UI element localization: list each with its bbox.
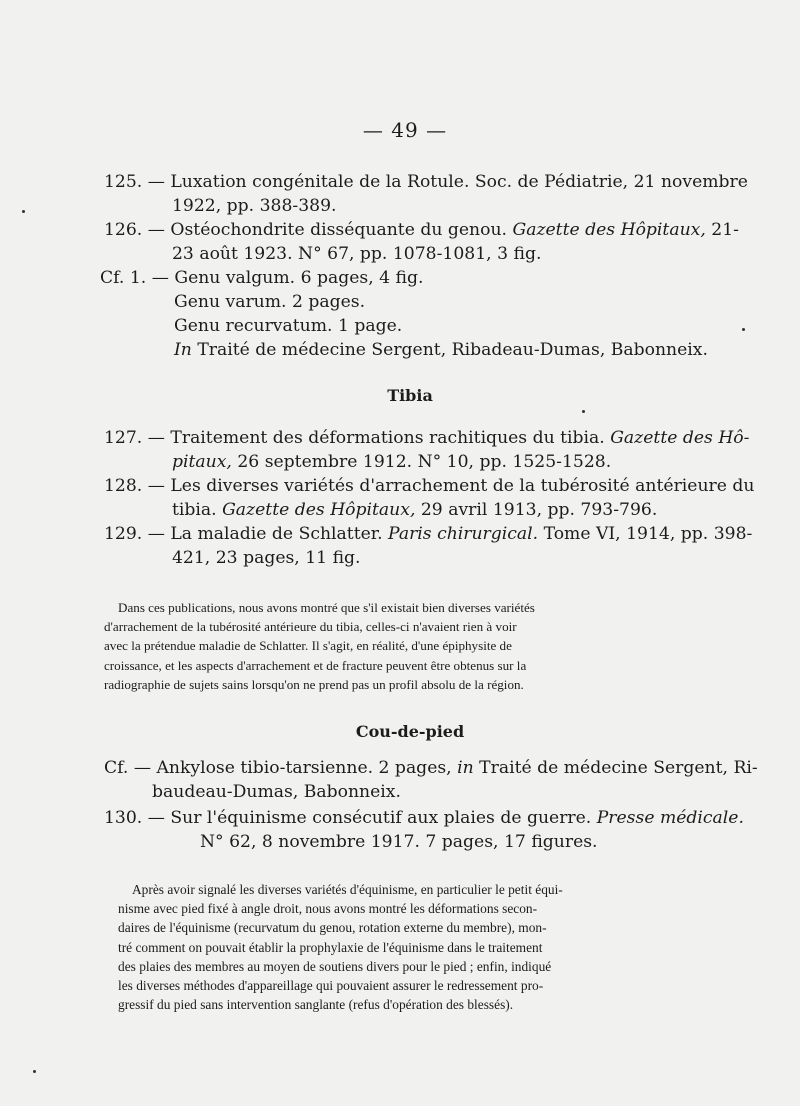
paragraph-line: avec la prétendue maladie de Schlatter. Il s'agit, en réalité, d'une épiphysite de (104, 638, 512, 654)
paragraph-line: nisme avec pied fixé à angle droit, nous avons montré les déformations secon- (118, 901, 538, 917)
paragraph-line: gressif du pied sans intervention sanglante (refus d'opération des blessés). (118, 997, 514, 1013)
entry-line: 126. — Ostéochondrite disséquante du genou. Gazette des Hôpitaux, 21- (104, 220, 739, 240)
paragraph-line: des plaies des membres au moyen de soutiens divers pour le pied ; enfin, indiqué (118, 958, 552, 974)
entry-line: Cf. — Ankylose tibio-tarsienne. 2 pages, in Traité de médecine Sergent, Ri- (104, 758, 758, 778)
paragraph-line: les diverses méthodes d'appareillage qui pouvaient assurer le redressement pro- (118, 978, 544, 994)
bibliography-entry-127 (104, 426, 750, 474)
bibliography-entry-130 (104, 806, 744, 854)
entry-line: N° 62, 8 novembre 1917. 7 pages, 17 figures. (200, 832, 598, 852)
print-speck (742, 328, 745, 331)
entry-line: 23 août 1923. N° 67, pp. 1078-1081, 3 fig. (172, 244, 542, 264)
paragraph-line: radiographie de sujets sains lorsqu'on ne prend pas un profil absolu de la région. (104, 676, 524, 692)
entry-line: 127. — Traitement des déformations rachitiques du tibia. Gazette des Hô- (104, 428, 750, 448)
entry-line: 421, 23 pages, 11 fig. (172, 548, 361, 568)
bibliography-entry-125 (104, 170, 748, 218)
bibliography-entry-128 (104, 474, 755, 522)
commentary-paragraph-tibia (104, 598, 718, 694)
print-speck (33, 1070, 36, 1073)
entry-line: 125. — Luxation congénitale de la Rotule. Soc. de Pédiatrie, 21 novembre (104, 172, 748, 192)
entry-line: 129. — La maladie de Schlatter. Paris chirurgical. Tome VI, 1914, pp. 398- (104, 524, 753, 544)
entry-line: 130. — Sur l'équinisme consécutif aux plaies de guerre. Presse médicale. (104, 808, 744, 828)
paragraph-line: Après avoir signalé les diverses variétés d'équinisme, en particulier le petit équi- (132, 882, 563, 897)
paragraph-line: d'arrachement de la tubérosité antérieure du tibia, celles-ci n'avaient rien à voir (104, 619, 517, 635)
paragraph-line: croissance, et les aspects d'arrachement et de fracture peuvent être obtenus sur la (104, 657, 527, 673)
entry-line: Cf. 1. — Genu valgum. 6 pages, 4 fig. (100, 268, 424, 288)
entry-line: 128. — Les diverses variétés d'arrachement de la tubérosité antérieure du (104, 476, 755, 496)
page-number: — 49 — (362, 118, 448, 142)
entry-line: Genu varum. 2 pages. (174, 292, 366, 312)
bibliography-entry-126 (104, 218, 739, 266)
paragraph-line: daires de l'équinisme (recurvatum du genou, rotation externe du membre), mon- (118, 920, 547, 936)
section-heading-cou-de-pied: Cou-de-pied (355, 722, 465, 741)
bibliography-entry-129 (104, 522, 753, 570)
print-speck (582, 410, 585, 413)
entry-line: tibia. Gazette des Hôpitaux, 29 avril 1913, pp. 793-796. (172, 500, 658, 520)
entry-line: 1922, pp. 388-389. (172, 196, 337, 216)
entry-line: baudeau-Dumas, Babonneix. (152, 782, 401, 802)
bibliography-entry-cf1 (100, 266, 726, 362)
paragraph-line: tré comment on pouvait établir la prophylaxie de l'équinisme dans le traitement (118, 939, 543, 955)
commentary-paragraph-cou-de-pied (118, 880, 718, 1014)
paragraph-line: Dans ces publications, nous avons montré que s'il existait bien diverses variétés (118, 600, 535, 615)
entry-line: pitaux, 26 septembre 1912. N° 10, pp. 1525-1528. (172, 452, 612, 472)
entry-line: Genu recurvatum. 1 page. (174, 316, 403, 336)
section-heading-tibia: Tibia (387, 386, 433, 405)
entry-line: In Traité de médecine Sergent, Ribadeau-Dumas, Babonneix. (174, 340, 708, 360)
bibliography-entry-cf (104, 756, 758, 804)
print-speck (22, 210, 25, 213)
